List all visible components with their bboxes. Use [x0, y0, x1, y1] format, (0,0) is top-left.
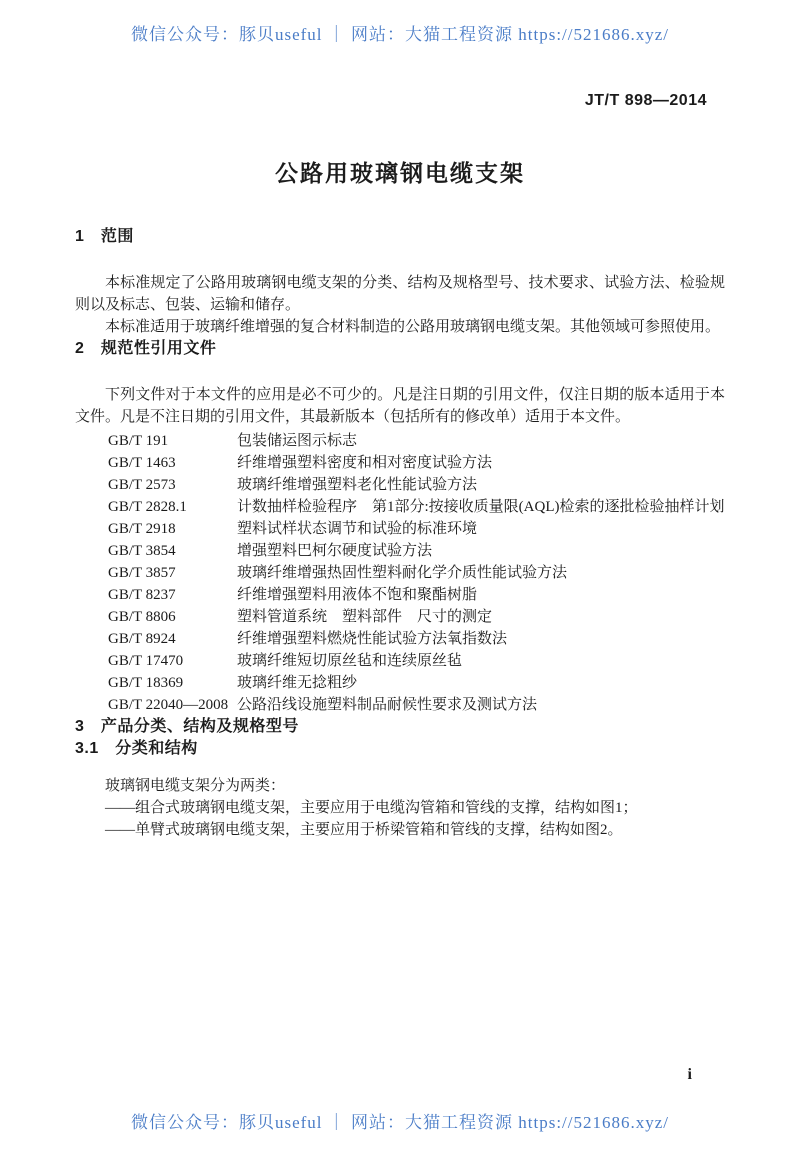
reference-row	[108, 628, 725, 650]
section-2-heading: 2 规范性引用文件	[75, 340, 217, 357]
reference-code: GB/T 191	[108, 433, 169, 449]
section-1-heading: 1 范围	[75, 228, 134, 245]
reference-title: 玻璃纤维增强热固性塑料耐化学介质性能试验方法	[237, 565, 568, 581]
reference-title: 玻璃纤维无捻粗纱	[237, 675, 358, 691]
standard-number: JT/T 898—2014	[584, 92, 707, 109]
reference-code: GB/T 2828.1	[108, 499, 187, 515]
reference-title: 玻璃纤维增强塑料老化性能试验方法	[237, 477, 478, 493]
classification-item: ——单臂式玻璃钢电缆支架，主要应用于桥梁管箱和管线的支撑，结构如图2。	[105, 822, 623, 838]
classification-item: ——组合式玻璃钢电缆支架，主要应用于电缆沟管箱和管线的支撑，结构如图1；	[105, 800, 638, 816]
reference-title: 纤维增强塑料用液体不饱和聚酯树脂	[237, 587, 478, 603]
reference-title: 纤维增强塑料密度和相对密度试验方法	[237, 455, 493, 471]
section-2-intro: 下列文件对于本文件的应用是必不可少的。凡是注日期的引用文件，仅注日期的版本适用于本文件。凡是不注日期的引用文件，其最新版本（包括所有的修改单）适用于本文件。	[75, 387, 725, 425]
reference-row	[108, 650, 725, 672]
reference-row	[108, 672, 725, 694]
reference-title: 塑料试样状态调节和试验的标准环境	[237, 521, 478, 537]
reference-title: 公路沿线设施塑料制品耐候性要求及测试方法	[237, 697, 538, 713]
reference-row	[108, 606, 725, 628]
reference-row	[108, 562, 725, 584]
reference-list	[75, 430, 725, 716]
section-1-paragraph-2: 本标准适用于玻璃纤维增强的复合材料制造的公路用玻璃钢电缆支架。其他领域可参照使用。	[105, 319, 721, 335]
reference-code: GB/T 8806	[108, 609, 176, 625]
reference-code: GB/T 2573	[108, 477, 176, 493]
reference-row	[108, 430, 725, 452]
watermark-header: 微信公众号：豚贝useful ｜ 网站：大猫工程资源 https://521686.xyz/	[130, 25, 670, 44]
reference-row	[108, 694, 725, 716]
section-1-paragraph-1: 本标准规定了公路用玻璃钢电缆支架的分类、结构及规格型号、技术要求、试验方法、检验规则以及标志、包装、运输和储存。	[75, 275, 725, 313]
reference-title: 计数抽样检验程序 第1部分:按接收质量限(AQL)检索的逐批检验抽样计划	[237, 499, 725, 515]
section-3-heading: 3 产品分类、结构及规格型号	[75, 718, 299, 735]
reference-code: GB/T 8924	[108, 631, 176, 647]
reference-code: GB/T 1463	[108, 455, 176, 471]
reference-row	[108, 452, 725, 474]
reference-code: GB/T 18369	[108, 675, 184, 691]
reference-title: 包装储运图示标志	[237, 433, 358, 449]
document-body	[75, 226, 725, 841]
section-3-1-heading: 3.1 分类和结构	[75, 740, 198, 757]
reference-code: GB/T 3854	[108, 543, 176, 559]
reference-row	[108, 496, 725, 518]
document-title: 公路用玻璃钢电缆支架	[275, 160, 525, 186]
reference-code: GB/T 22040—2008	[108, 697, 229, 713]
reference-code: GB/T 3857	[108, 565, 176, 581]
reference-code: GB/T 17470	[108, 653, 184, 669]
page-number: i	[687, 1066, 692, 1083]
reference-row	[108, 518, 725, 540]
classification-intro: 玻璃钢电缆支架分为两类：	[105, 778, 286, 794]
reference-code: GB/T 2918	[108, 521, 176, 537]
reference-row	[108, 540, 725, 562]
reference-row	[108, 474, 725, 496]
reference-title: 纤维增强塑料燃烧性能试验方法氧指数法	[237, 631, 508, 647]
reference-title: 玻璃纤维短切原丝毡和连续原丝毡	[237, 653, 463, 669]
reference-row	[108, 584, 725, 606]
reference-title: 塑料管道系统 塑料部件 尺寸的测定	[237, 609, 493, 625]
watermark-footer: 微信公众号：豚贝useful ｜ 网站：大猫工程资源 https://521686.xyz/	[130, 1113, 670, 1132]
reference-title: 增强塑料巴柯尔硬度试验方法	[237, 543, 433, 559]
reference-code: GB/T 8237	[108, 587, 176, 603]
